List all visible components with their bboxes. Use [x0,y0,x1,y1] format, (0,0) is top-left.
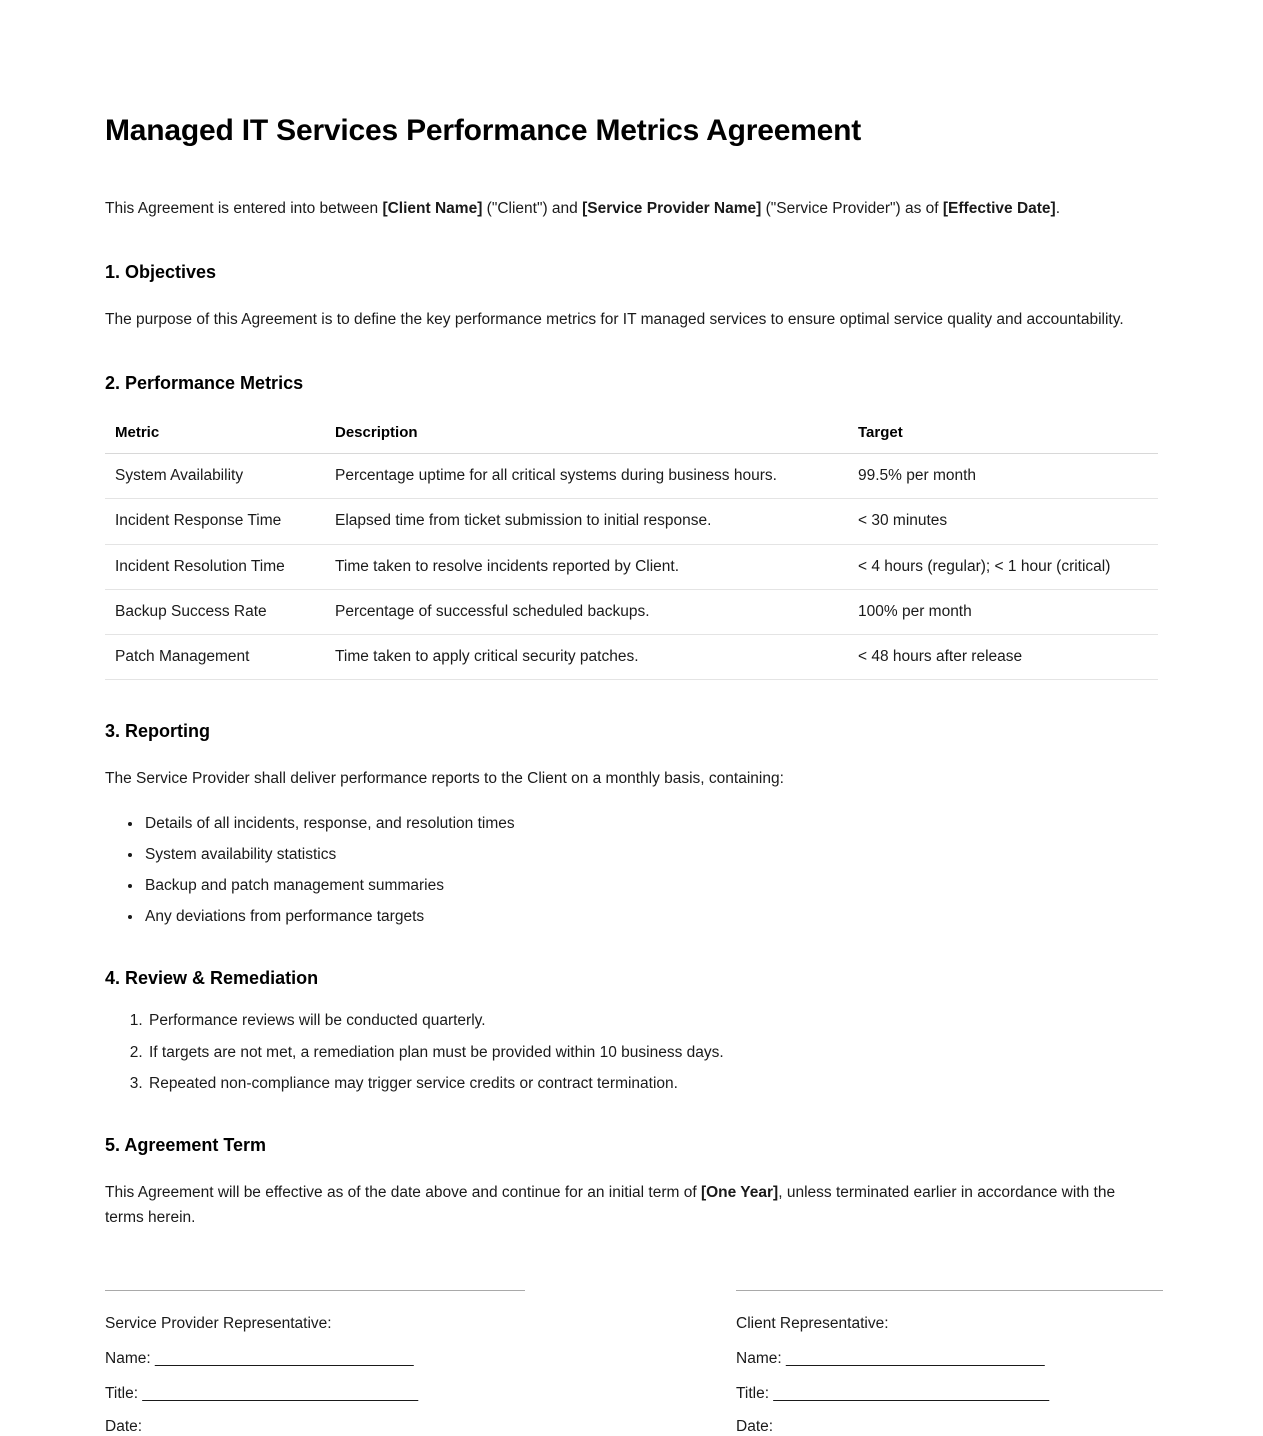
list-item: 1. Performance reviews will be conducted quarterly. [147,1011,1158,1031]
intro-text-4: . [1055,199,1061,217]
cell-metric: Incident Resolution Time [105,544,325,589]
agreement-term-text-2: , unless terminated earlier in accordance with the terms herein. [105,1183,1116,1226]
service-provider-name-placeholder: [Service Provider Name] [582,199,762,217]
service-provider-name-field[interactable]: Name: ______________________________ [105,1350,414,1368]
signature-block-service-provider [105,1290,631,1436]
table-row [105,544,1158,589]
agreement-term-paragraph [105,1181,1158,1231]
review-remediation-numbered-list [105,1011,1158,1093]
cell-target: < 48 hours after release [848,634,1158,679]
cell-metric: System Availability [105,454,325,499]
client-date-field[interactable]: Date: [736,1418,774,1436]
intro-text-1: This Agreement is entered into between [105,199,383,217]
section-heading-reporting: 3. Reporting [105,721,211,742]
list-item: • System availability statistics [143,845,1158,865]
section-heading-objectives: 1. Objectives [105,261,217,282]
term-length-placeholder: [One Year] [700,1183,779,1201]
section-heading-agreement-term: 5. Agreement Term [105,1134,267,1155]
table-row [105,454,1158,499]
cell-description: Percentage of successful scheduled backups. [325,589,848,634]
intro-paragraph [105,197,1158,221]
performance-metrics-table [105,422,1158,680]
column-header-metric: Metric [105,422,325,454]
list-item: • Any deviations from performance targets [143,907,1158,927]
cell-target: < 30 minutes [848,499,1158,544]
client-name-field[interactable]: Name: ______________________________ [736,1350,1045,1368]
list-item: • Details of all incidents, response, and resolution times [143,814,1158,834]
cell-metric: Incident Response Time [105,499,325,544]
intro-text-3: ("Service Provider") as of [761,199,943,217]
reporting-paragraph: The Service Provider shall deliver performance reports to the Client on a monthly basis, containing: [105,770,784,788]
service-provider-role-label: Service Provider Representative: [105,1315,332,1333]
cell-description: Time taken to resolve incidents reported by Client. [325,544,848,589]
table-row [105,589,1158,634]
section-heading-review-remediation: 4. Review & Remediation [105,968,319,989]
table-row [105,634,1158,679]
signature-area [105,1290,1158,1436]
signature-divider [105,1290,525,1291]
table-row [105,499,1158,544]
reporting-bullet-list [105,814,1158,928]
cell-metric: Patch Management [105,634,325,679]
table-header-row [105,422,1158,454]
service-provider-title-field[interactable]: Title: ________________________________ [105,1385,419,1403]
cell-description: Percentage uptime for all critical systems during business hours. [325,454,848,499]
agreement-term-text-1: This Agreement will be effective as of the date above and continue for an initial term of [105,1183,701,1201]
cell-target: 100% per month [848,589,1158,634]
list-item: 2. If targets are not met, a remediation plan must be provided within 10 business days. [147,1043,1158,1063]
list-item: • Backup and patch management summaries [143,876,1158,896]
client-title-field[interactable]: Title: ________________________________ [736,1385,1050,1403]
client-name-placeholder: [Client Name] [382,199,483,217]
signature-block-client [631,1290,1157,1436]
table-head [105,422,1158,454]
service-provider-date-field[interactable]: Date: [105,1418,143,1436]
effective-date-placeholder: [Effective Date] [942,199,1056,217]
objectives-paragraph: The purpose of this Agreement is to define the key performance metrics for IT managed services to ensure optimal service quality and accountability. [105,310,1124,328]
column-header-description: Description [325,422,848,454]
metrics-table-container [105,422,1158,680]
cell-target: < 4 hours (regular); < 1 hour (critical) [848,544,1158,589]
cell-description: Time taken to apply critical security patches. [325,634,848,679]
client-role-label: Client Representative: [736,1315,889,1333]
page-title: Managed IT Services Performance Metrics Agreement [105,114,862,147]
cell-metric: Backup Success Rate [105,589,325,634]
intro-text-2: ("Client") and [482,199,583,217]
list-item: 3. Repeated non-compliance may trigger service credits or contract termination. [147,1074,1158,1094]
cell-target: 99.5% per month [848,454,1158,499]
column-header-target: Target [848,422,1158,454]
cell-description: Elapsed time from ticket submission to initial response. [325,499,848,544]
signature-divider [736,1290,1163,1291]
table-body [105,454,1158,680]
section-heading-performance-metrics: 2. Performance Metrics [105,373,304,394]
